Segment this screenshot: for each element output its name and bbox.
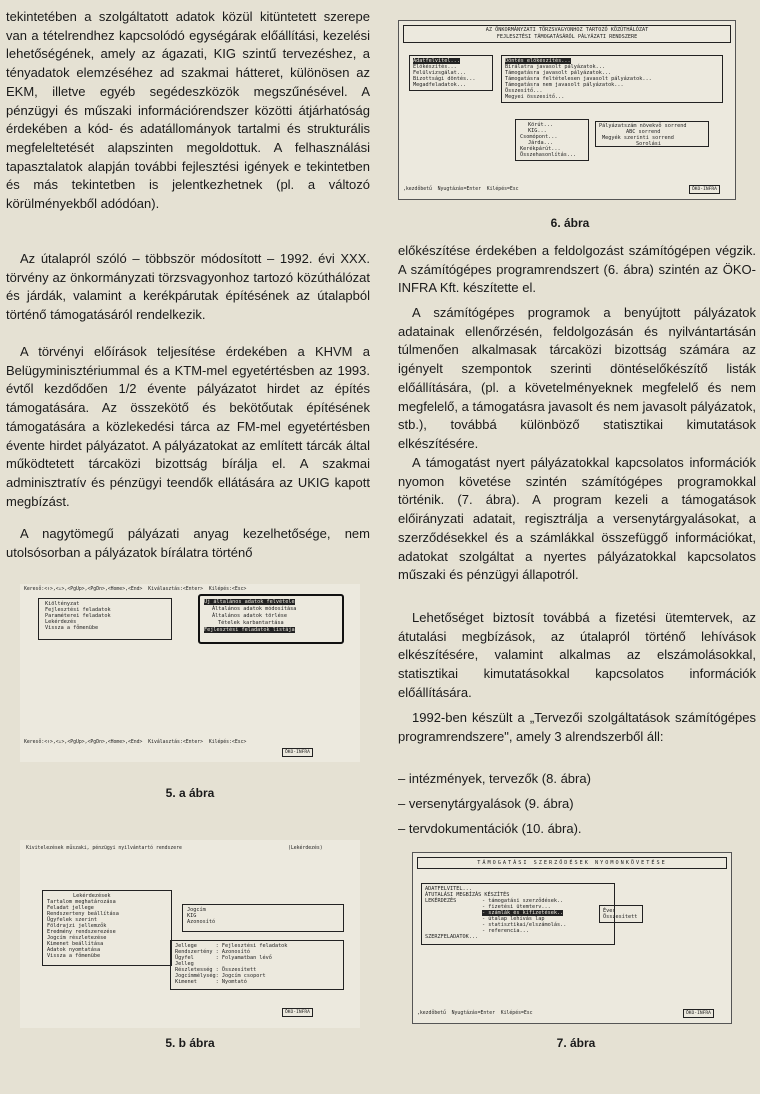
- menu-item[interactable]: ABC sorrend: [626, 129, 661, 135]
- menu-item-selected[interactable]: Adatfelvitel...: [413, 58, 460, 64]
- menu-box-left: [38, 598, 172, 640]
- parameter-line: Rendszertény : Azonosító: [175, 949, 250, 955]
- figure-5a: [20, 584, 360, 762]
- status-bar: ,kezdőbetű Nyugtázás=Enter Kilépés=Esc: [417, 1011, 533, 1016]
- menu-item[interactable]: Paraméterei feladatok: [45, 613, 111, 619]
- menu-item[interactable]: Tételek karbantartása: [218, 620, 284, 626]
- menu-item[interactable]: Bizottsági döntés...: [413, 76, 476, 82]
- figure-7: [412, 852, 732, 1024]
- list-item: – versenytárgyalások (9. ábra): [398, 796, 574, 811]
- sort-menu: [595, 121, 709, 147]
- menu-item[interactable]: Általános adatok törlése: [212, 613, 287, 619]
- header-line: TÁMOGATÁSI SZERZŐDÉSEK NYOMONKÖVETÉSE: [477, 860, 667, 866]
- figure-6: [398, 20, 736, 200]
- screen-header: [417, 857, 727, 869]
- menu-item-selected[interactable]: Fejlesztési feladatok listája: [204, 627, 295, 633]
- menu-box-right: [198, 594, 344, 644]
- submenu-item[interactable]: - referencia...: [482, 928, 529, 934]
- menu-item[interactable]: Vissza a főmenübe: [47, 953, 101, 959]
- parameter-line: Jogcímmélység: Jogcím csoport: [175, 973, 266, 979]
- paragraph: A nagytömegű pályázati anyag kezelhetősége, nem utolsósorban a pályázatok bírálatra történő: [6, 526, 370, 560]
- submenu-item-selected[interactable]: - számlák és kifizetések..: [482, 910, 564, 916]
- query-menu: [42, 890, 172, 966]
- menu-item[interactable]: Csomópont...: [520, 134, 558, 140]
- parameter-line: Kimenet : Nyomtató: [175, 979, 247, 985]
- figure-caption: 5. a ábra: [165, 786, 215, 800]
- menu-item[interactable]: Feladat jellege: [47, 905, 94, 911]
- menu-item[interactable]: Kerékpárút...: [520, 146, 561, 152]
- menu-item[interactable]: Felülvizsgálat...: [413, 70, 467, 76]
- menu-item[interactable]: ADATFELVITEL...: [425, 886, 472, 892]
- figure-caption: 5. b ábra: [165, 1036, 215, 1050]
- list-item: – intézmények, tervezők (8. ábra): [398, 771, 591, 786]
- menu-item[interactable]: Megyék szerinti sorrend: [602, 135, 674, 141]
- screen-header: [403, 25, 731, 43]
- status-bar-top: Kereső:<↑>,<↓>,<PgUp>,<PgDn>,<Home>,<End> Kiválasztás:<Enter> Kilépés:<Esc>: [24, 587, 247, 592]
- main-menu: [421, 883, 615, 945]
- paragraph: Lehetőséget biztosít továbbá a fizetési ütemtervek, az átutalási megbízások, az útalapról történő lehívások elkészítésére, valamint alkalmas az elszámolásokkal, statisztikai kimutatásokkal kapcsolatos információk előállítására.: [398, 610, 756, 700]
- parameter-line: Jelleg: [175, 961, 194, 967]
- menu-item[interactable]: Vissza a főmenübe: [45, 625, 99, 631]
- paragraph: A támogatást nyert pályázatokkal kapcsolatos információk nyomon követése szintén számítógépes programokkal történik. (7. ábra). A program kezeli a támogatások előirányzati adatait, regisztrálja a versenytárgyalásokat, a szerződésekkel és a számlákkal összefüggő információkat, adatokat szolgáltat a nyertes pályázatokkal kapcsolatos műszaki és pénzügyi állapotról.: [398, 455, 756, 583]
- vendor-tag: ÖKO-INFRA: [683, 1009, 714, 1018]
- menu-item[interactable]: Támogatásra javasolt pályázatok...: [505, 70, 612, 76]
- status-bar: ,kezdőbetű Nyugtázás=Enter Kilépés=Esc: [403, 187, 519, 192]
- parameter-line: Ügyfel : Folyamatban lévő: [175, 955, 272, 961]
- main-menu: [409, 55, 493, 91]
- menu-item[interactable]: Sorolási: [636, 141, 661, 147]
- figure-caption: 7. ábra: [556, 1036, 596, 1050]
- menu-item[interactable]: Összesített: [603, 914, 638, 920]
- paragraph: Az útalapról szóló – többször módosított – 1992. évi XXX. törvény az önkormányzati törzsvagyonhoz tartozó közúthálózat és járdák, valamint a kerékpárutak építésének az útalapból történő támogatásáról rendelkezik.: [6, 251, 370, 323]
- paragraph: előkészítése érdekében a feldolgozást számítógépen végzik. A számítógépes programrendszert (6. ábra) szintén az ÖKO-INFRA Kft. készítette el.: [398, 243, 756, 296]
- field-label: Azonosító: [187, 919, 216, 925]
- menu-item[interactable]: Összesítő...: [505, 88, 543, 94]
- menu-item[interactable]: Lekérdezés: [45, 619, 77, 625]
- menu-item[interactable]: Előkészítés...: [413, 64, 457, 70]
- submenu-item[interactable]: - statisztikai/elszámolás..: [482, 922, 567, 928]
- screen-mode: (Lekérdezés): [288, 846, 323, 851]
- menu-item[interactable]: Általános adatok módosítása: [212, 606, 297, 612]
- submenu-item[interactable]: - támogatási szerződések..: [482, 898, 564, 904]
- paragraph: A törvényi előírások teljesítése érdekében a KHVM a Belügyminisztériummal és a KTM-mel egyetértésben az 1993. évtől kezdődően 1/2 évente pályázatot hirdet az építés támogatására. Az összekötő és bekötőutak építésének támogatására a közlekedési tárca az FM-mel egyetértésben évente hirdet pályázatot. A pályázatokat az említett tárcák által működtetett tárcaközi bizottság bírálja el. A szakmai adminisztratív és pénzügyi teendők ellátására az UKIG kapott megbízást.: [6, 344, 370, 509]
- menu-item-selected[interactable]: Döntés előkészítés...: [505, 58, 571, 64]
- menu-item[interactable]: Pályázatszám növekvő sorrend: [599, 123, 687, 129]
- menu-item[interactable]: Fejlesztési feladatok: [45, 607, 111, 613]
- menu-item[interactable]: Körút...: [528, 122, 553, 128]
- menu-item[interactable]: Kimenet beállítása: [47, 941, 104, 947]
- menu-item[interactable]: Rendszerteny beállítása: [47, 911, 119, 917]
- menu-item[interactable]: Jogcím részletezése: [47, 935, 107, 941]
- paragraph: 1992-ben készült a „Tervezői szolgáltatások számítógépes programrendszere", amely 3 alrendszerből áll:: [398, 710, 756, 744]
- list-item: – tervdokumentációk (10. ábra).: [398, 821, 582, 836]
- menu-item[interactable]: Bírálatra javasolt pályázatok...: [505, 64, 605, 70]
- menu-item[interactable]: Támogatásra nem javasolt pályázatok...: [505, 82, 624, 88]
- parameters-box: [170, 940, 344, 990]
- menu-item[interactable]: Eredmény rendszerezése: [47, 929, 116, 935]
- menu-item[interactable]: SZERZFELADATOK...: [425, 934, 479, 940]
- menu-item[interactable]: Éves: [603, 908, 616, 914]
- menu-item[interactable]: Kiöltényzat: [45, 601, 80, 607]
- menu-item-selected[interactable]: Új általános adatok felvétele: [204, 599, 295, 605]
- figure-5b: [20, 840, 360, 1028]
- vendor-tag: ÖKO-INFRA: [282, 748, 313, 757]
- menu-item[interactable]: Ügyfelek szerint: [47, 917, 97, 923]
- menu-item[interactable]: Adatok nyomtatása: [47, 947, 101, 953]
- field-label: KIG: [187, 913, 197, 919]
- paragraph: tekintetében a szolgáltatott adatok közül kitüntetett szerepe van a tételrendhez kapcsolódó egységárak előállítási, kezelési lehetőségének, amely az ágazati, KIG szintű tervezéshez, a tényadatok elemzéséhez ad szakmai hátteret, különösen az EKM, illetve egyéb segédeszközök megszűnésével. A pénzügyi és műszaki információrendszer közötti átjárhatóság érdekében a kód- és adatállományok tartalmi és strukturális megfeleltetését alapszinten megoldottuk. A felhasználási tapasztalatok alapján további fejlesztési igények e tekintetben és más tekintetben is jelentkezhetnek (pl. a változó körülményekből adódóan).: [6, 9, 370, 212]
- submenu: [501, 55, 723, 103]
- submenu-item[interactable]: - fizetési ütemterv...: [482, 904, 551, 910]
- parameter-line: Részletesség : Összesített: [175, 967, 257, 973]
- vendor-tag: ÖKO-INFRA: [282, 1008, 313, 1017]
- menu-title: Lekérdezések: [73, 893, 111, 899]
- screen-title: Kivitelezések műszaki, pénzügyi nyilvántartó rendszere: [26, 846, 182, 851]
- header-line: AZ ÖNKORMÁNYZATI TÖRZSVAGYONHOZ TARTOZÓ KÖZÚTHÁLÓZAT: [485, 27, 649, 33]
- parameter-line: Jellege : Fejlesztési feladatok: [175, 943, 288, 949]
- status-bar-bottom: Kereső:<↑>,<↓>,<PgUp>,<PgDn>,<Home>,<End> Kiválasztás:<Enter> Kilépés:<Esc>: [24, 740, 247, 745]
- menu-item[interactable]: Megadfeladatok...: [413, 82, 467, 88]
- figure-caption: 6. ábra: [550, 216, 590, 230]
- menu-item[interactable]: ÁTUTALÁSI MEGBÍZÁS KÉSZÍTÉS: [425, 892, 510, 898]
- menu-item[interactable]: Összehasonlítás...: [520, 152, 577, 158]
- menu-item[interactable]: Földrajzi jellemzők: [47, 923, 107, 929]
- subsubmenu: [515, 119, 589, 161]
- paragraph: A számítógépes programok a benyújtott pályázatok adatainak ellenőrzésén, feldolgozásán és nyilvántartásán túlmenően alkalmasak tárcaközi bizottság számára az igényelt szempontok szerinti döntéselőkészítő listák előállítására, (pl. a követelményeknek megfelelő és nem megfelelő, a támogatásra javasolt és nem javasolt pályázatok, stb.), továbbá különböző statisztikai kimutatások elkészítésére.: [398, 305, 756, 451]
- menu-item-selected[interactable]: LEKÉRDEZÉS: [425, 898, 457, 904]
- vendor-tag: ÖKO-INFRA: [689, 185, 720, 194]
- submenu-item[interactable]: - útalap lehívás lap: [482, 916, 545, 922]
- menu-item[interactable]: Megyei összesítő...: [505, 94, 565, 100]
- period-menu: [599, 905, 643, 923]
- menu-item[interactable]: KIG...: [528, 128, 547, 134]
- menu-item[interactable]: Tartalom meghatározása: [47, 899, 116, 905]
- menu-item[interactable]: Támogatásra feltételesen javasolt pályázatok...: [505, 76, 652, 82]
- menu-item[interactable]: Járda...: [528, 140, 553, 146]
- field-label: Jogcím: [187, 907, 206, 913]
- header-line: FEJLESZTÉSI TÁMOGATÁSÁRÓL PÁLYÁZATI RENDSZERE: [496, 34, 638, 40]
- selection-box: [182, 904, 344, 932]
